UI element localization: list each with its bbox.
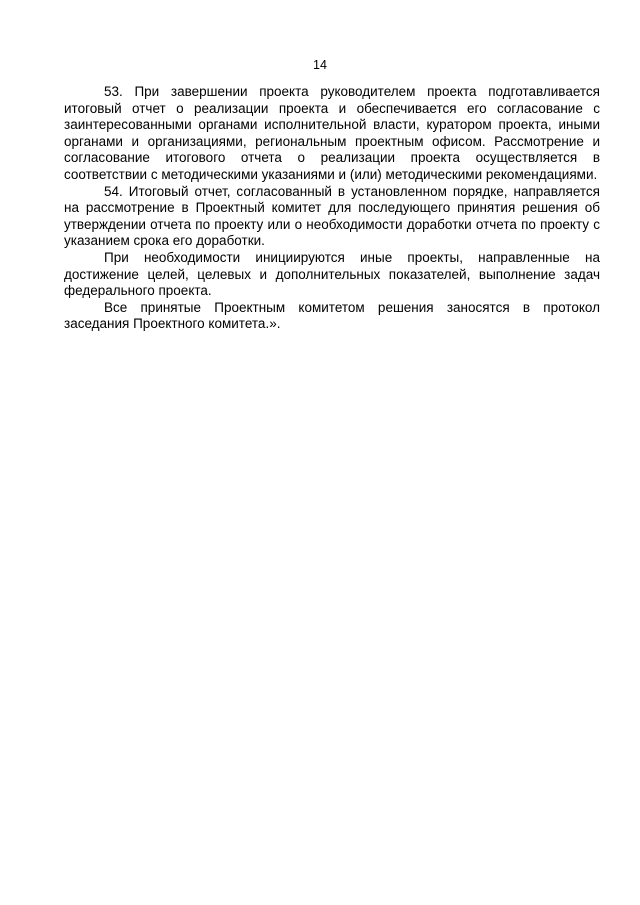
- paragraph-protocol: Все принятые Проектным комитетом решения заносятся в протокол заседания Проектного комитета.».: [64, 299, 600, 332]
- page-number: 14: [313, 58, 327, 72]
- paragraph-53: 53. При завершении проекта руководителем проекта подготавливается итоговый отчет о реализации проекта и обеспечивается его согласование с заинтересованными органами исполнительной власти, куратором проекта, иными органами и организациями, региональным проектным офисом. Рассмотрение и согласование итогового отчета о реализации проекта осуществляется в соответствии с методическими указаниями и (или) методическими рекомендациями.: [64, 84, 600, 182]
- paragraph-other-projects: При необходимости инициируются иные проекты, направленные на достижение целей, целевых и дополнительных показателей, выполнение задач федерального проекта.: [64, 249, 600, 299]
- paragraph-54: 54. Итоговый отчет, согласованный в установленном порядке, направляется на рассмотрение в Проектный комитет для последующего принятия решения об утверждении отчета по проекту или о необходимости доработки отчета по проекту с указанием срока его доработки.: [64, 183, 600, 249]
- document-body: [64, 84, 600, 333]
